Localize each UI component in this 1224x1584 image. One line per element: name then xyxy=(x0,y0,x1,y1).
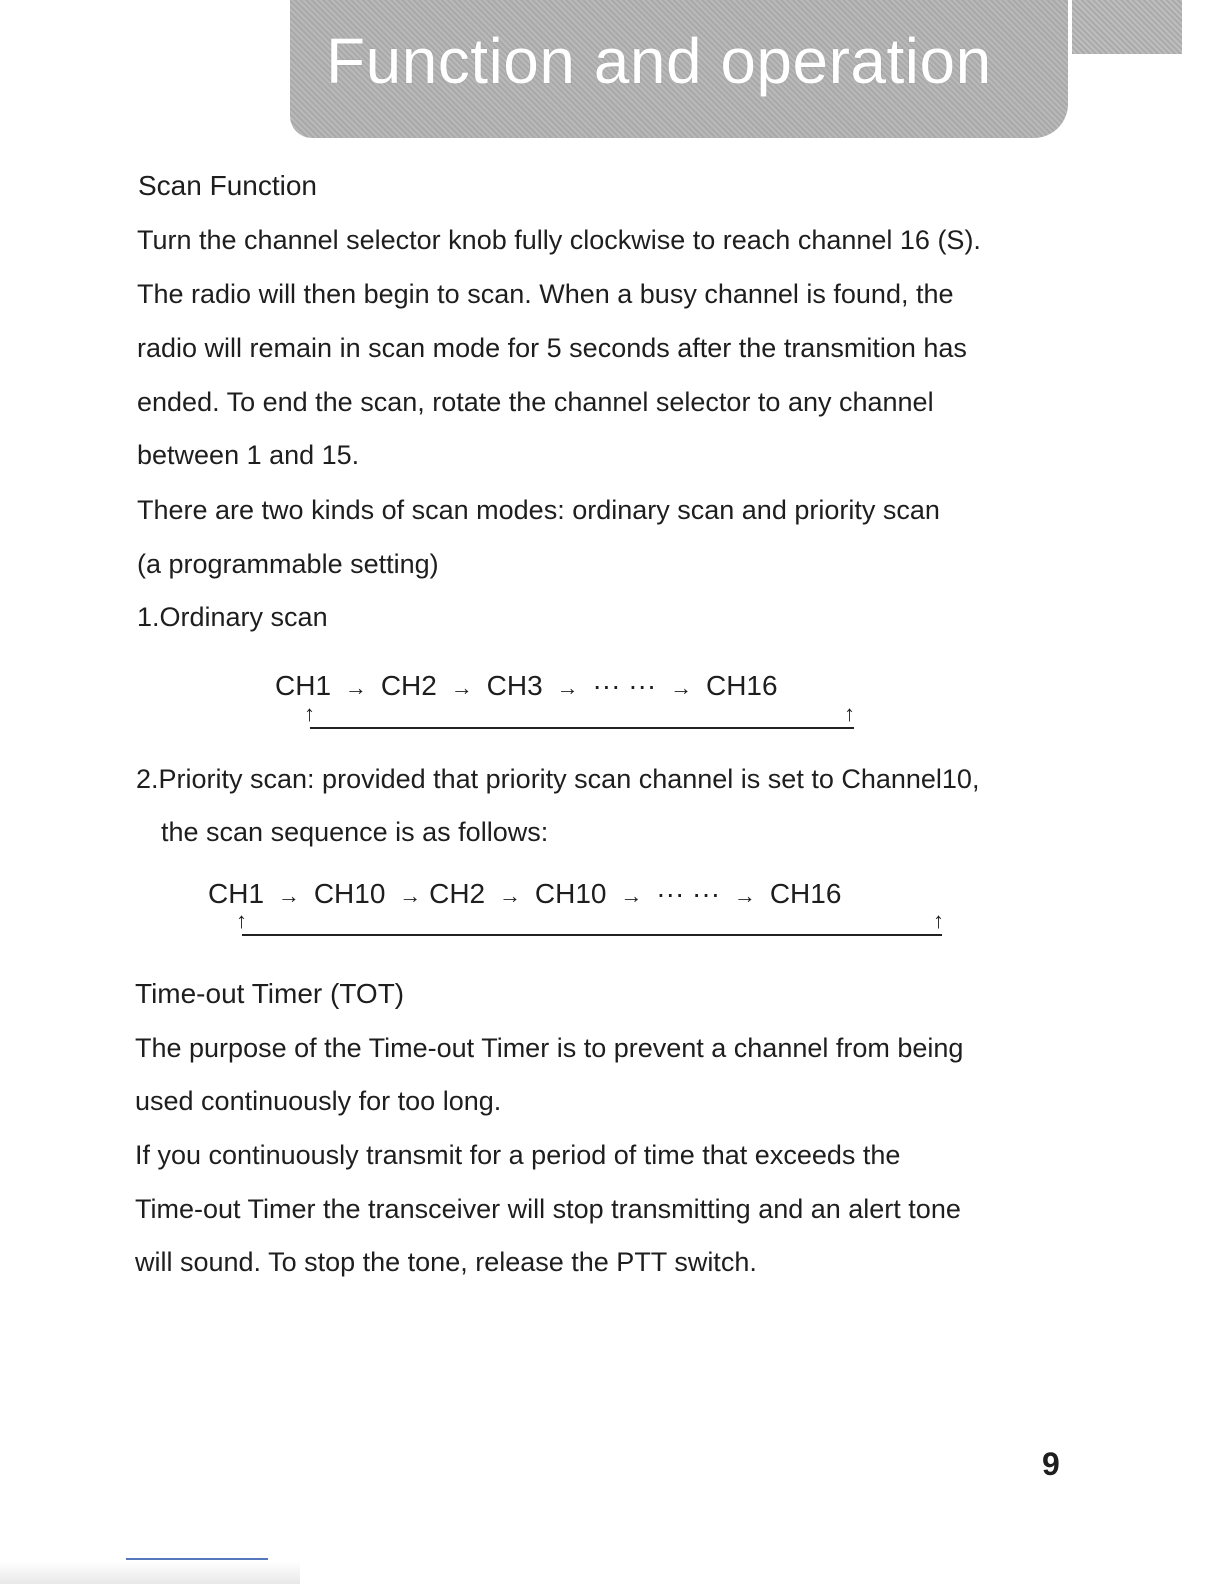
channel-label: CH10 xyxy=(534,878,607,909)
ordinary-scan-label: 1.Ordinary scan xyxy=(137,602,328,632)
right-arrow-icon: → xyxy=(338,675,374,700)
right-arrow-icon: → xyxy=(550,675,585,700)
paragraph-line: There are two kinds of scan modes: ordinary scan and priority scan xyxy=(137,495,940,525)
corner-tab-decoration xyxy=(1072,0,1182,54)
loop-line xyxy=(242,934,942,936)
priority-scan-line: 2.Priority scan: provided that priority scan channel is set to Channel10, xyxy=(136,764,980,794)
paragraph-line: The radio will then begin to scan. When a busy channel is found, the xyxy=(137,279,954,309)
right-arrow-icon: → xyxy=(492,883,528,908)
right-arrow-icon: → xyxy=(393,883,422,908)
right-arrow-icon: → xyxy=(663,675,699,700)
paragraph-line: radio will remain in scan mode for 5 seconds after the transmition has xyxy=(137,333,967,363)
right-arrow-icon: → xyxy=(444,675,479,700)
section-heading-tot: Time-out Timer (TOT) xyxy=(135,978,405,1009)
ordinary-scan-sequence xyxy=(275,672,778,700)
ellipsis: ··· ··· xyxy=(592,670,657,701)
paragraph-line: Turn the channel selector knob fully clockwise to reach channel 16 (S). xyxy=(137,225,981,255)
ellipsis: ··· ··· xyxy=(656,878,721,909)
footer-shadow xyxy=(0,1562,300,1584)
up-arrow-icon: ↑ xyxy=(933,908,944,933)
paragraph-line: ended. To end the scan, rotate the channel selector to any channel xyxy=(137,387,934,417)
page-number: 9 xyxy=(1042,1446,1060,1482)
page-title: Function and operation xyxy=(326,25,992,97)
channel-label: CH2 xyxy=(380,670,437,701)
right-arrow-icon: → xyxy=(727,883,763,908)
channel-label: CH2 xyxy=(429,878,486,909)
paragraph-line: will sound. To stop the tone, release the PTT switch. xyxy=(135,1247,757,1277)
up-arrow-icon: ↑ xyxy=(304,701,315,726)
paragraph-line: If you continuously transmit for a period of time that exceeds the xyxy=(135,1140,901,1170)
paragraph-line: between 1 and 15. xyxy=(137,440,360,470)
channel-label: CH16 xyxy=(705,670,778,701)
loop-line xyxy=(310,727,854,729)
right-arrow-icon: → xyxy=(271,883,307,908)
priority-scan-line: the scan sequence is as follows: xyxy=(161,817,549,847)
paragraph-line: used continuously for too long. xyxy=(135,1086,502,1116)
channel-label: CH10 xyxy=(313,878,386,909)
channel-label: CH1 xyxy=(208,878,265,909)
paragraph-line: The purpose of the Time-out Timer is to prevent a channel from being xyxy=(135,1033,964,1063)
footer-rule xyxy=(126,1558,268,1560)
channel-label: CH16 xyxy=(769,878,842,909)
channel-label: CH1 xyxy=(275,670,332,701)
section-heading-scan: Scan Function xyxy=(138,170,317,201)
up-arrow-icon: ↑ xyxy=(236,908,247,933)
up-arrow-icon: ↑ xyxy=(844,701,855,726)
right-arrow-icon: → xyxy=(614,883,649,908)
paragraph-line: Time-out Timer the transceiver will stop transmitting and an alert tone xyxy=(135,1194,961,1224)
paragraph-line: (a programmable setting) xyxy=(137,549,439,579)
priority-scan-sequence xyxy=(208,880,841,908)
channel-label: CH3 xyxy=(486,670,543,701)
